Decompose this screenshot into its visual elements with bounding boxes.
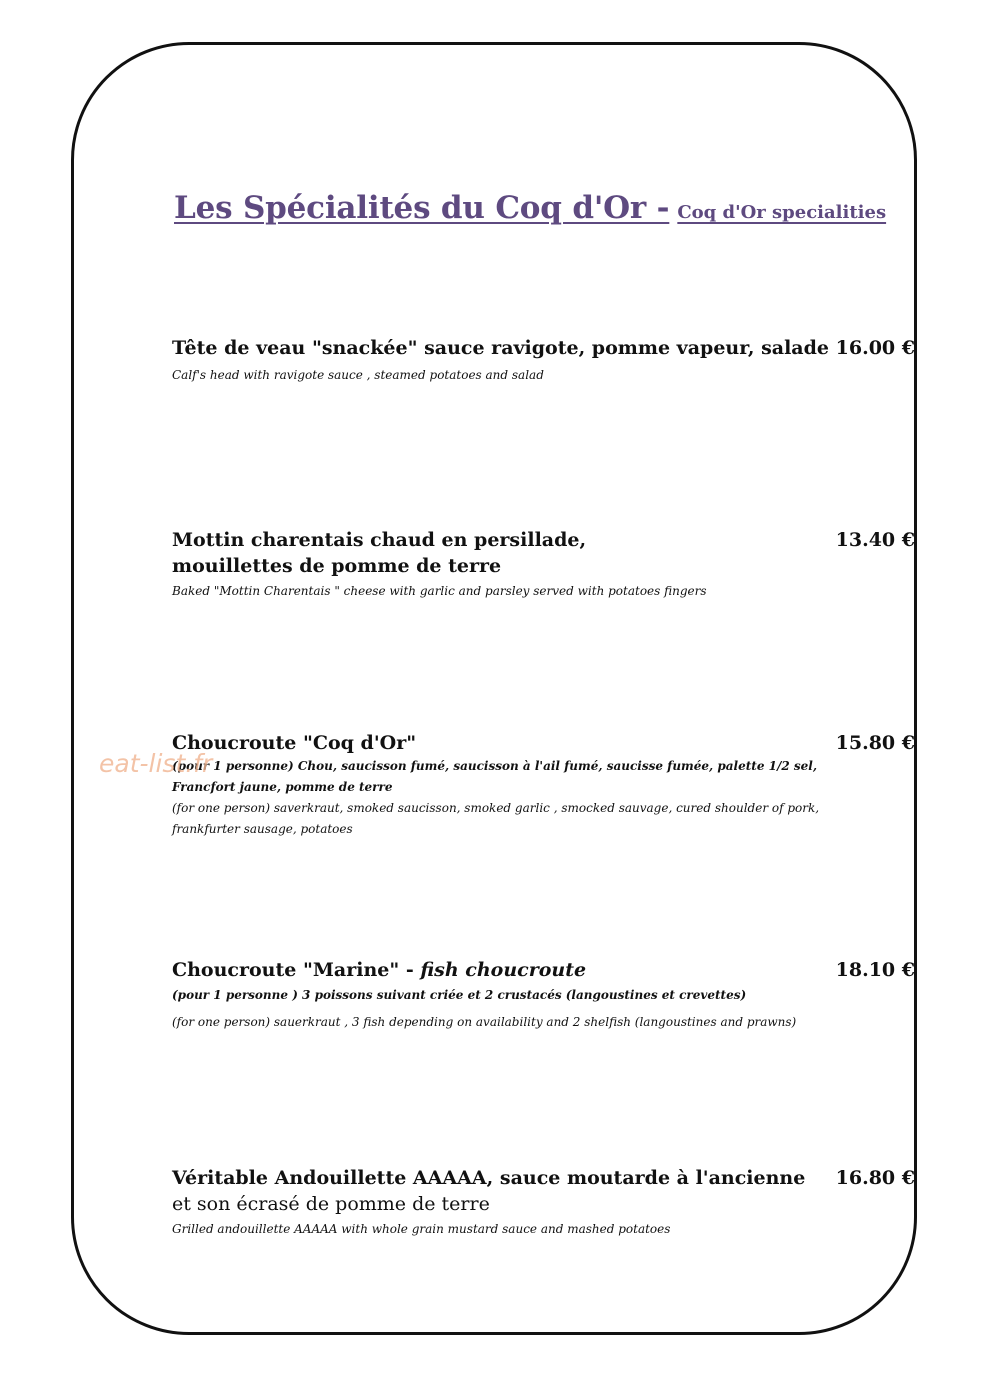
menu-frame bbox=[71, 42, 917, 1335]
dish-description: Grilled andouillette AAAAA with whole grain mustard sauce and mashed potatoes bbox=[172, 1222, 671, 1236]
dish-name-plain: et son écrasé de pomme de terre bbox=[172, 1193, 490, 1215]
page-title-fr: Les Spécialités du Coq d'Or - bbox=[174, 190, 670, 226]
menu-item-choucroute-marine bbox=[172, 957, 917, 1033]
dish-price: 16.80 € bbox=[835, 1167, 915, 1189]
dish-description-fr-line-2: Francfort jaune, pomme de terre bbox=[172, 780, 393, 794]
dish-description-line-2: frankfurter sausage, potatoes bbox=[172, 822, 353, 836]
dish-name-line-2 bbox=[172, 1191, 917, 1217]
dish-price: 13.40 € bbox=[835, 529, 915, 551]
dish-name-italic: fish choucroute bbox=[420, 959, 587, 981]
page-title-en: Coq d'Or specialities bbox=[677, 202, 887, 223]
dish-name: Véritable Andouillette AAAAA, sauce moutarde à l'ancienne bbox=[172, 1167, 806, 1189]
menu-item-andouillette bbox=[172, 1165, 917, 1240]
dish-name-main: Choucroute "Marine" - bbox=[172, 959, 421, 981]
dish-price: 18.10 € bbox=[835, 959, 915, 981]
menu-item-mottin-charentais bbox=[172, 527, 917, 602]
dish-price: 15.80 € bbox=[835, 732, 915, 754]
dish-name-line-2: mouillettes de pomme de terre bbox=[172, 555, 502, 577]
dish-name: Tête de veau "snackée" sauce ravigote, pomme vapeur, salade bbox=[172, 337, 829, 359]
dish-description: Calf's head with ravigote sauce , steamed potatoes and salad bbox=[172, 368, 544, 382]
dish-description-fr: (pour 1 personne ) 3 poissons suivant criée et 2 crustacés (langoustines et crevettes) bbox=[172, 988, 747, 1002]
page-title bbox=[174, 190, 886, 226]
dish-description: (for one person) sauerkraut , 3 fish depending on availability and 2 shelfish (langoustines and prawns) bbox=[172, 1015, 797, 1029]
dish-name: Mottin charentais chaud en persillade, bbox=[172, 529, 587, 551]
dish-price: 16.00 € bbox=[835, 337, 915, 359]
dish-description-fr: (pour 1 personne) Chou, saucisson fumé, saucisson à l'ail fumé, saucisse fumée, palette 1/2 sel, bbox=[172, 759, 818, 773]
menu-item-choucroute-coq-dor bbox=[172, 730, 917, 840]
dish-description: (for one person) saverkraut, smoked saucisson, smoked garlic , smocked sauvage, cured shoulder of pork, bbox=[172, 801, 820, 815]
dish-description: Baked "Mottin Charentais " cheese with garlic and parsley served with potatoes fingers bbox=[172, 584, 707, 598]
watermark-text: eat-list.fr bbox=[99, 749, 213, 778]
dish-name bbox=[172, 957, 917, 983]
menu-item-tete-de-veau bbox=[172, 335, 917, 386]
dish-name: Choucroute "Coq d'Or" bbox=[172, 732, 417, 754]
